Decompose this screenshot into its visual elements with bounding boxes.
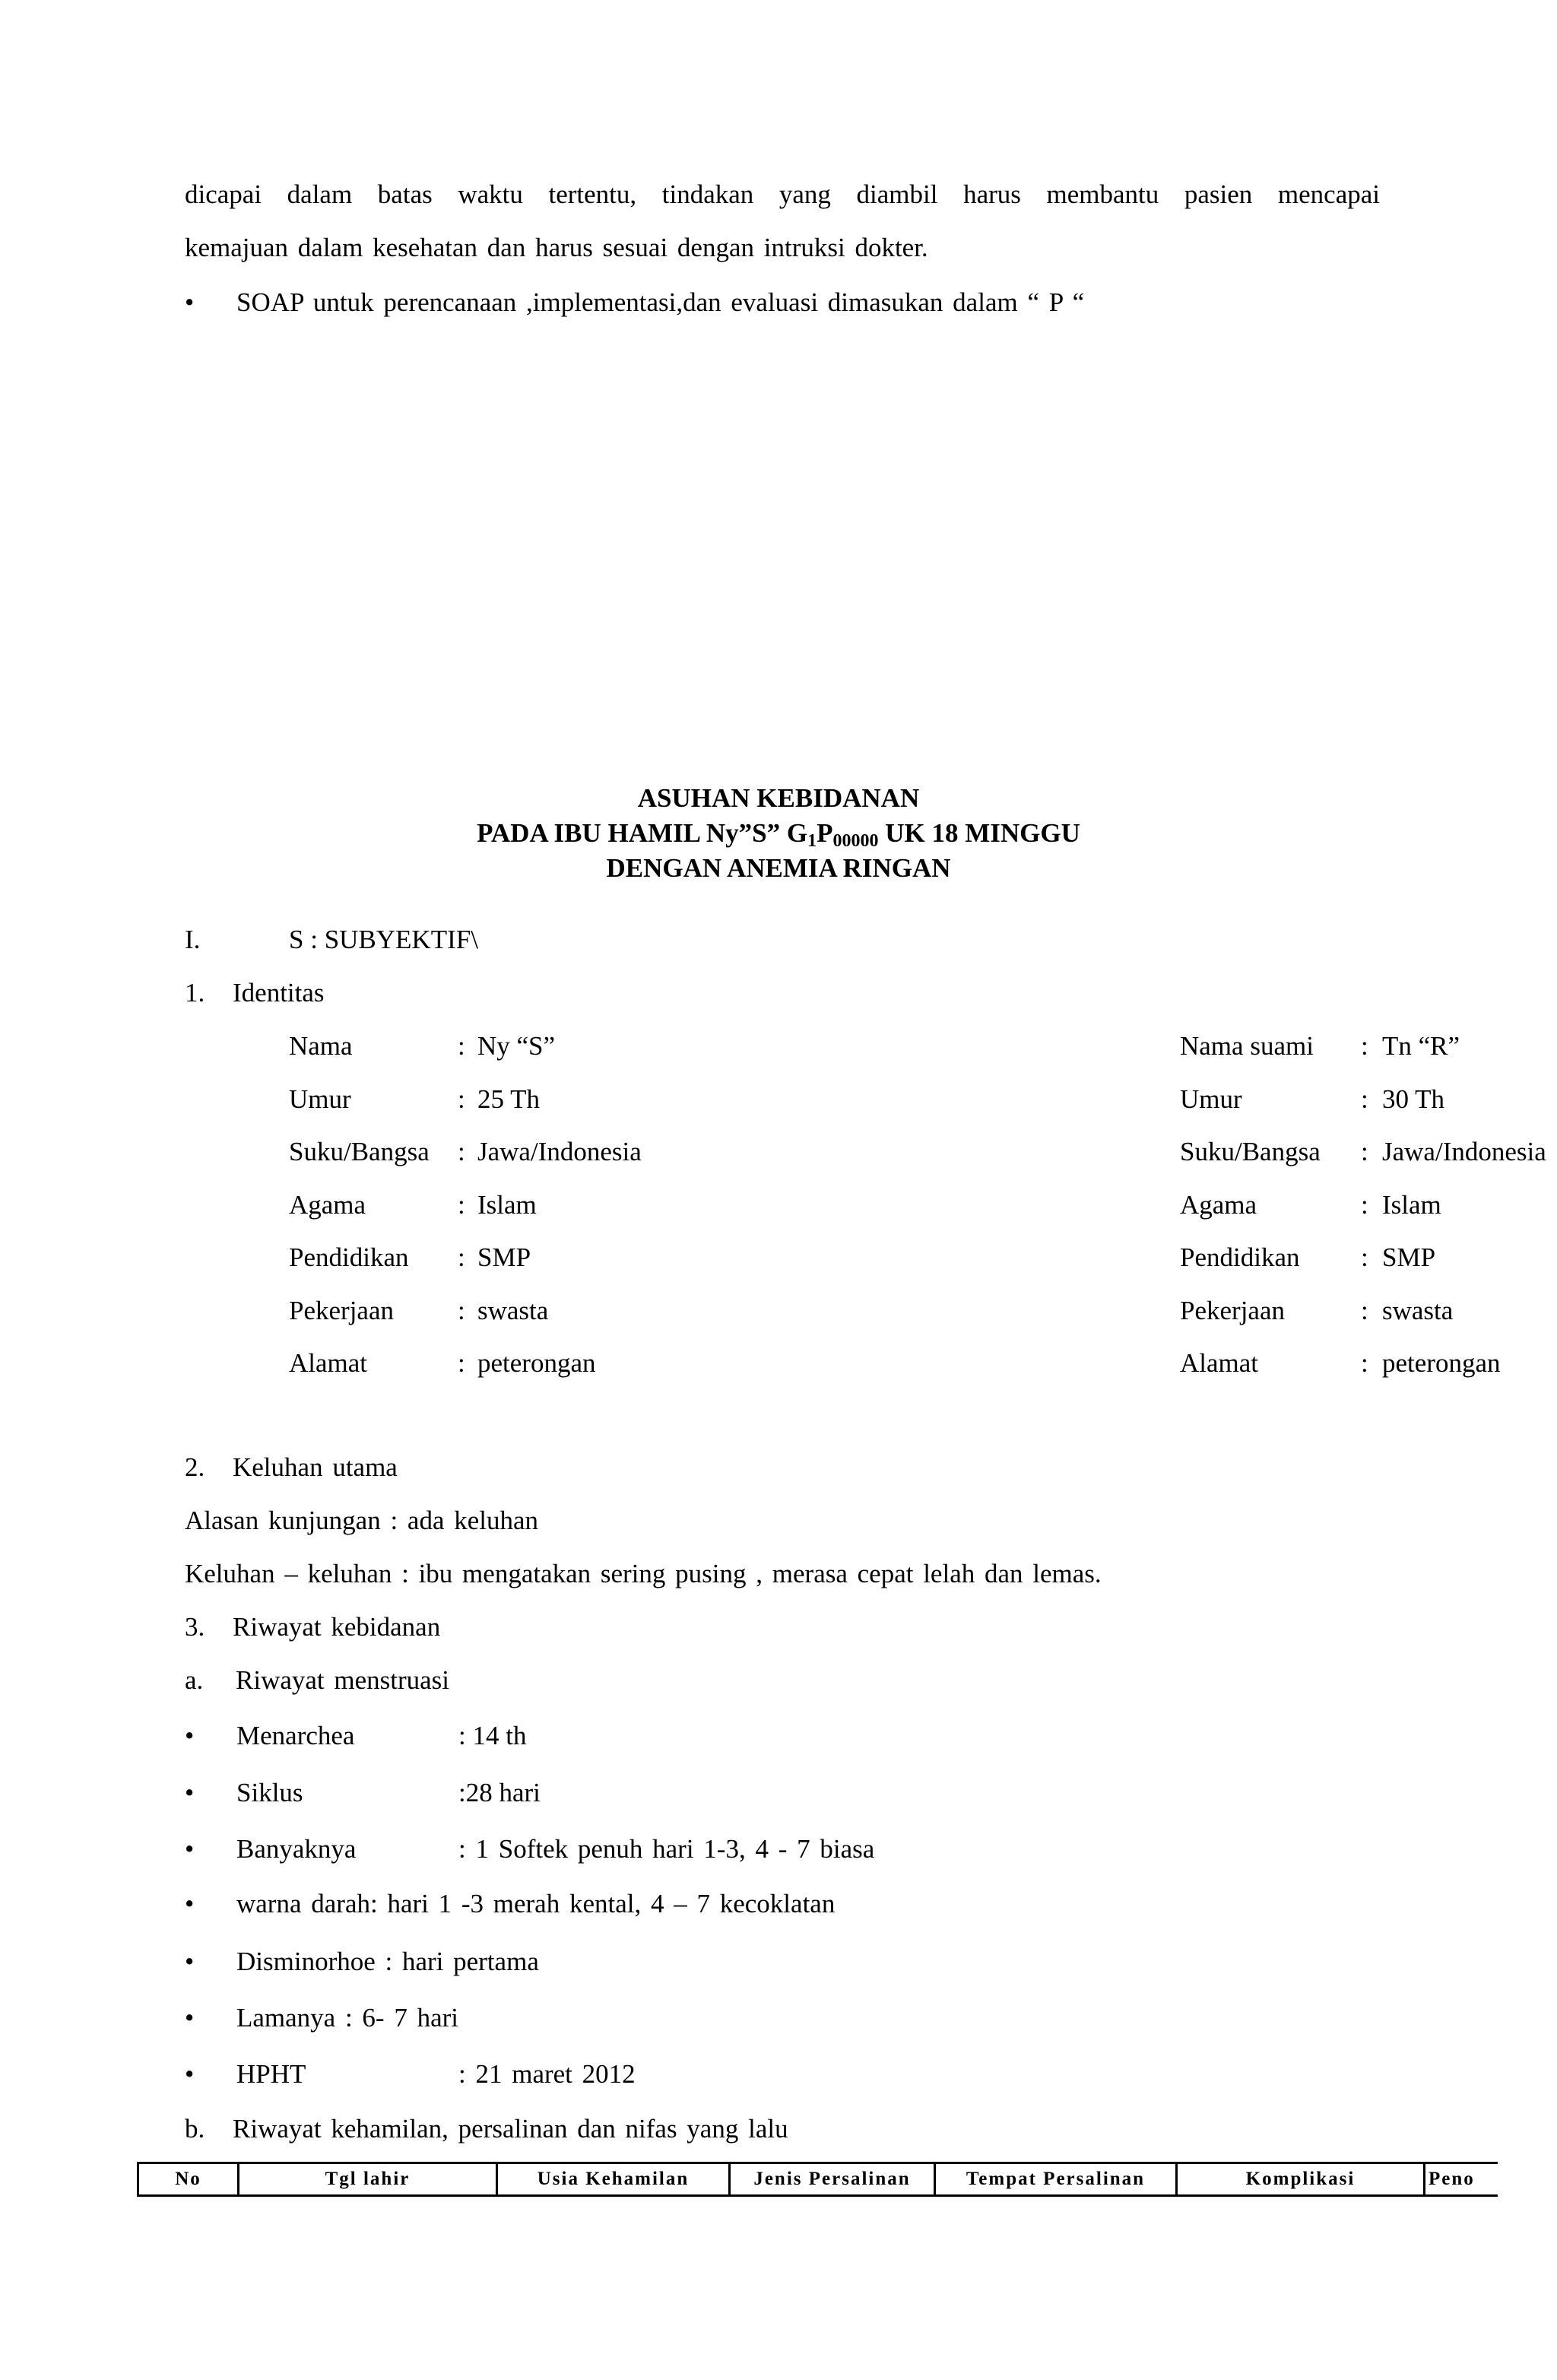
riwayat-number: 3.: [185, 1612, 205, 1642]
keluhan-number: 2.: [185, 1452, 205, 1482]
riwayat-heading: Riwayat kebidanan: [233, 1612, 441, 1642]
doc-title-line-1: ASUHAN KEBIDANAN: [637, 783, 920, 813]
ibu-field-value: 25 Th: [477, 1084, 540, 1114]
ibu-field-colon: :: [458, 1031, 465, 1061]
suami-field-value: peterongan: [1382, 1348, 1501, 1378]
suami-field-colon: :: [1361, 1348, 1368, 1378]
bullet-icon: •: [185, 1778, 195, 1807]
title-line2-pre: PADA IBU HAMIL Ny”S” G: [477, 818, 808, 848]
suami-field-value: swasta: [1382, 1296, 1454, 1325]
riwayat-b-heading: Riwayat kehamilan, persalinan dan nifas yang lalu: [233, 2114, 788, 2144]
suami-field-value: SMP: [1382, 1242, 1436, 1272]
hpht-item: [185, 2059, 945, 2093]
suami-field-colon: :: [1361, 1137, 1368, 1166]
title-line2-sub2: 00000: [832, 831, 879, 851]
menarchea-item: [185, 1721, 945, 1754]
suami-field-label: Agama: [1180, 1190, 1257, 1220]
riwayat-kehamilan-table: [137, 2162, 1498, 2197]
table-header-row: [138, 2163, 1498, 2196]
table-header-cell: Komplikasi: [1177, 2163, 1425, 2196]
ibu-field-colon: :: [458, 1137, 465, 1166]
section-number: I.: [185, 925, 201, 954]
menarchea-label: Menarchea: [236, 1721, 355, 1750]
banyaknya-item: [185, 1834, 1173, 1868]
suami-field-value: 30 Th: [1382, 1084, 1444, 1114]
bullet-icon: •: [185, 287, 195, 317]
bullet-icon: •: [185, 1834, 195, 1864]
bullet-icon: •: [185, 2003, 195, 2033]
title-line2-sub1: 1: [807, 831, 817, 851]
alasan-kunjungan: Alasan kunjungan : ada keluhan: [185, 1506, 539, 1535]
ibu-field-label: Agama: [289, 1190, 366, 1220]
table-header-cell: Jenis Persalinan: [730, 2163, 935, 2196]
doc-title-line-2: [0, 818, 1557, 852]
suami-field-label: Nama suami: [1180, 1031, 1314, 1061]
table-header-cell: Tempat Persalinan: [935, 2163, 1177, 2196]
ibu-field-label: Nama: [289, 1031, 353, 1061]
suami-field-label: Alamat: [1180, 1348, 1259, 1378]
intro-line-1: dicapai dalam batas waktu tertentu, tindakan yang diambil harus membantu pasien mencapai: [185, 179, 1380, 209]
suami-field-label: Pendidikan: [1180, 1242, 1300, 1272]
suami-field-colon: :: [1361, 1084, 1368, 1114]
bullet-icon: •: [185, 1721, 195, 1750]
siklus-item: [185, 1778, 945, 1811]
intro-bullet-text: SOAP untuk perencanaan ,implementasi,dan evaluasi dimasukan dalam “ P “: [236, 287, 1085, 317]
bullet-icon: •: [185, 2059, 195, 2089]
ibu-field-colon: :: [458, 1084, 465, 1114]
suami-field-value: Tn “R”: [1382, 1031, 1460, 1061]
lamanya-text: Lamanya : 6- 7 hari: [236, 2003, 459, 2033]
siklus-value: :28 hari: [458, 1778, 541, 1807]
ibu-field-label: Pekerjaan: [289, 1296, 394, 1325]
ibu-field-label: Suku/Bangsa: [289, 1137, 430, 1166]
ibu-field-value: Jawa/Indonesia: [477, 1137, 642, 1166]
ibu-field-value: Ny “S”: [477, 1031, 556, 1061]
riwayat-b-letter: b.: [185, 2114, 205, 2144]
suami-field-colon: :: [1361, 1190, 1368, 1220]
table-header-cell: Usia Kehamilan: [497, 2163, 730, 2196]
ibu-field-colon: :: [458, 1348, 465, 1378]
suami-field-value: Islam: [1382, 1190, 1441, 1220]
doc-title-line-3: DENGAN ANEMIA RINGAN: [606, 853, 951, 883]
hpht-label: HPHT: [236, 2059, 306, 2089]
suami-field-colon: :: [1361, 1296, 1368, 1325]
ibu-field-label: Pendidikan: [289, 1242, 409, 1272]
section-label: S : SUBYEKTIF\: [289, 925, 478, 954]
ibu-field-value: Islam: [477, 1190, 537, 1220]
siklus-label: Siklus: [236, 1778, 303, 1807]
riwayat-a-heading: Riwayat menstruasi: [236, 1665, 450, 1695]
title-line2-p: P: [817, 818, 833, 848]
ibu-field-value: swasta: [477, 1296, 549, 1325]
keluhan-heading: Keluhan utama: [233, 1452, 398, 1482]
bullet-icon: •: [185, 1947, 195, 1976]
ibu-field-colon: :: [458, 1190, 465, 1220]
ibu-field-colon: :: [458, 1242, 465, 1272]
table-header-cell: Tgl lahir: [239, 2163, 497, 2196]
disminorhoe-text: Disminorhoe : hari pertama: [236, 1947, 539, 1976]
title-line2-post: UK 18 MINGGU: [878, 818, 1080, 848]
warna-text: warna darah: hari 1 -3 merah kental, 4 – 7 kecoklatan: [236, 1889, 836, 1918]
intro-line-2: kemajuan dalam kesehatan dan harus sesuai dengan intruksi dokter.: [185, 233, 928, 262]
suami-field-label: Suku/Bangsa: [1180, 1137, 1321, 1166]
table-header-cell: Peno: [1425, 2163, 1498, 2196]
banyaknya-value: : 1 Softek penuh hari 1-3, 4 - 7 biasa: [458, 1834, 875, 1864]
ibu-field-label: Alamat: [289, 1348, 368, 1378]
ibu-field-label: Umur: [289, 1084, 351, 1114]
suami-field-label: Pekerjaan: [1180, 1296, 1285, 1325]
keluhan-detail: Keluhan – keluhan : ibu mengatakan sering pusing , merasa cepat lelah dan lemas.: [185, 1559, 1102, 1588]
riwayat-a-letter: a.: [185, 1665, 204, 1695]
menarchea-value: : 14 th: [458, 1721, 527, 1750]
hpht-value: : 21 maret 2012: [458, 2059, 636, 2089]
ibu-field-colon: :: [458, 1296, 465, 1325]
suami-field-colon: :: [1361, 1242, 1368, 1272]
suami-field-colon: :: [1361, 1031, 1368, 1061]
suami-field-label: Umur: [1180, 1084, 1242, 1114]
identitas-number: 1.: [185, 978, 205, 1008]
bullet-icon: •: [185, 1889, 195, 1918]
banyaknya-label: Banyaknya: [236, 1834, 357, 1864]
identitas-heading: Identitas: [233, 978, 325, 1008]
suami-field-value: Jawa/Indonesia: [1382, 1137, 1546, 1166]
ibu-field-value: peterongan: [477, 1348, 596, 1378]
table-header-cell: No: [138, 2163, 239, 2196]
ibu-field-value: SMP: [477, 1242, 531, 1272]
